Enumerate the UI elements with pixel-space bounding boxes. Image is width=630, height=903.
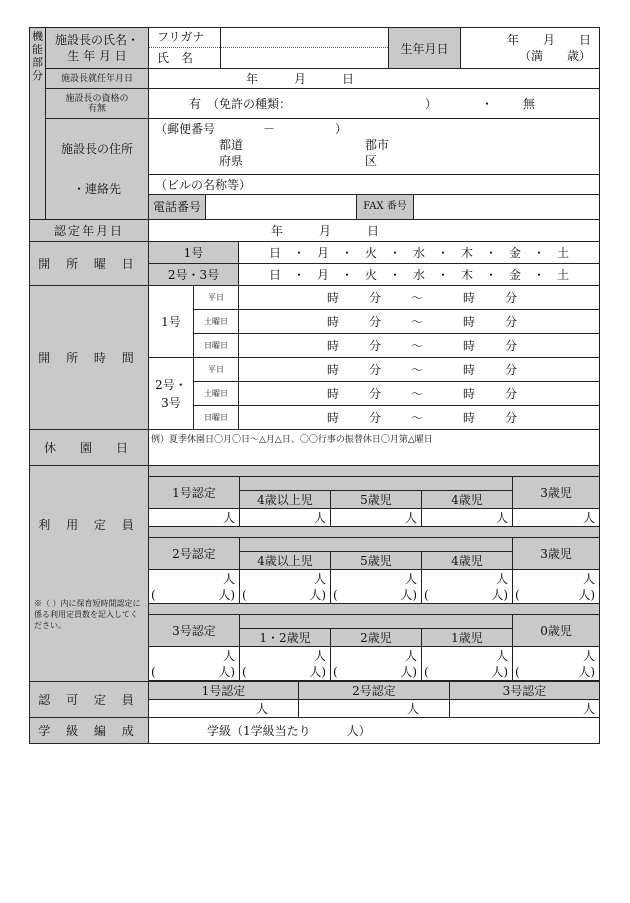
certified-date-label: 認定年月日 [30,220,149,242]
open-days-type-2: 2号・3号 [149,264,239,286]
approved-cell-2[interactable]: 人 [299,699,450,717]
hours-row[interactable] [239,382,600,406]
hour-mark: 時 [463,315,476,329]
hours-row[interactable] [239,406,600,430]
cap-short-time [149,587,239,603]
qualification-value[interactable]: 有 （免許の種類： ） ・ 無 [149,89,600,119]
minute-mark: 分 [505,363,518,377]
director-name-input[interactable] [221,28,389,69]
paren-open: ( [333,587,338,602]
paren-open: ( [333,664,338,679]
minute-mark: 分 [369,387,382,401]
open-hours-type-1: 1号 [149,286,194,358]
approved-label: 認 可 定 員 [30,681,149,717]
cap-block2-col-d: 3歳児 [513,538,600,570]
holiday-example[interactable]: 例）夏季休園日〇月〇日～△月△日、〇〇行事の振替休日〇月第△曜日 [149,430,600,466]
cap-cell[interactable]: 人 [240,509,331,527]
cap-cell[interactable]: 人 [149,509,240,527]
hours-day-saturday: 土曜日 [194,310,239,334]
paren-open: ( [424,664,429,679]
tel-input[interactable] [206,195,357,219]
cap-total: 人 [313,571,326,586]
address-label: 施設長の住所 ・連絡先 [46,119,149,220]
minute-mark: 分 [505,411,518,425]
fax-label: FAX 番号 [357,195,414,219]
furigana-name-labels: フリガナ 氏 名 [149,28,221,69]
cap-block1-col-c: 4歳児 [422,491,513,509]
cap-short-time [149,664,239,680]
cap-short-time [331,664,421,680]
paren-open: ( [242,587,247,602]
approved-table [29,681,600,744]
cap-short-time [422,664,512,680]
tilde-mark: ～ [411,315,424,329]
cap-total: 人 [495,648,508,663]
minute-mark: 分 [505,339,518,353]
appointed-value[interactable]: 年 月 日 [149,69,600,89]
capacity-table [29,465,600,682]
approved-cell-3[interactable]: 人 [450,699,600,717]
cap-dual-cell[interactable] [240,570,331,604]
hour-mark: 時 [463,291,476,305]
facility-form [29,27,599,744]
capacity-note: ※（ ）内に保育短時間認定に係る利用定員数を記入してください。 [34,599,141,630]
cap-total: 人 [495,571,508,586]
cap-block1-title: 1号認定 [149,477,240,509]
fax-input[interactable] [414,195,599,219]
paren-open: ( [515,664,520,679]
cap-dual-cell[interactable] [422,570,513,604]
minute-mark: 分 [369,315,382,329]
hours-day-sunday: 日曜日 [194,406,239,430]
cap-total: 人 [313,648,326,663]
cap-block1-col-a: 4歳以上児 [240,491,331,509]
paren-close: 人) [400,664,417,679]
cap-total: 人 [222,648,235,663]
cap-block3-col-d: 0歳児 [513,615,600,647]
section-side-label: 機能部分 [30,28,46,220]
capacity-label: 利 用 定 員 [38,518,140,532]
approved-col-1: 1号認定 [149,681,299,699]
hour-mark: 時 [463,363,476,377]
director-table [29,27,600,220]
paren-close: 人) [578,664,596,679]
hours-day-saturday: 土曜日 [194,382,239,406]
minute-mark: 分 [505,315,518,329]
hours-row[interactable] [239,310,600,334]
cap-short-time [513,664,599,680]
tilde-mark: ～ [411,291,424,305]
open-hours-type-2: 2号・3号 [149,358,194,430]
approved-col-3: 3号認定 [450,681,600,699]
open-days-values-2[interactable]: 日 ・ 月 ・ 火 ・ 水 ・ 木 ・ 金 ・ 土 [239,264,600,286]
cap-dual-cell[interactable] [513,570,600,604]
cap-total: 人 [404,648,417,663]
cap-dual-cell[interactable] [331,570,422,604]
paren-close: 人) [309,664,326,679]
cap-total: 人 [404,571,417,586]
classes-value[interactable]: 学級（1学級当たり 人） [149,717,600,743]
cap-short-time [513,587,599,603]
hours-row[interactable] [239,334,600,358]
operation-table [29,219,600,466]
cap-block3-col-a: 1・2歳児 [240,629,331,647]
cap-dual-cell[interactable] [331,647,422,681]
building-field[interactable]: （ビルの名称等） [149,175,600,195]
capacity-label-cell [30,466,149,682]
cap-dual-cell[interactable] [513,647,600,681]
minute-mark: 分 [369,363,382,377]
cap-short-time [331,587,421,603]
hour-mark: 時 [463,411,476,425]
cap-block2-col-c: 4歳児 [422,552,513,570]
cap-block2-col-a: 4歳以上児 [240,552,331,570]
cap-total: 人 [583,571,596,586]
tilde-mark: ～ [411,339,424,353]
paren-close: 人) [309,587,326,602]
paren-close: 人) [491,664,508,679]
hour-mark: 時 [463,339,476,353]
open-days-values-1[interactable]: 日 ・ 月 ・ 火 ・ 水 ・ 木 ・ 金 ・ 土 [239,242,600,264]
hours-day-sunday: 日曜日 [194,334,239,358]
cap-cell[interactable]: 人 [331,509,422,527]
open-days-type-1: 1号 [149,242,239,264]
hours-day-weekday: 平日 [194,286,239,310]
dob-label: 生年月日 [389,28,461,69]
cap-short-time [422,587,512,603]
cap-cell[interactable]: 人 [513,509,600,527]
hour-mark: 時 [327,291,340,305]
cap-dual-cell[interactable] [240,647,331,681]
minute-mark: 分 [369,339,382,353]
cap-total: 人 [583,648,596,663]
certified-date-value[interactable]: 年 月 日 [149,220,600,242]
open-days-label: 開 所 曜 日 [30,242,149,286]
minute-mark: 分 [369,291,382,305]
paren-close: 人) [491,587,508,602]
cap-block1-col-b: 5歳児 [331,491,422,509]
postal-area[interactable]: （郵便番号 － ） 都道 郡市 府県 区 [149,119,600,175]
paren-close: 人) [218,587,235,602]
hour-mark: 時 [463,387,476,401]
qualification-label: 施設長の資格の有無 [46,89,149,119]
open-hours-label: 開 所 時 間 [30,286,149,430]
hour-mark: 時 [327,387,340,401]
paren-close: 人) [400,587,417,602]
hour-mark: 時 [327,315,340,329]
paren-open: ( [151,664,156,679]
paren-open: ( [515,587,520,602]
hours-row[interactable] [239,358,600,382]
phone-fax-row [149,195,600,220]
cap-block2-col-b: 5歳児 [331,552,422,570]
minute-mark: 分 [505,291,518,305]
approved-cell-1[interactable]: 人 [149,699,299,717]
approved-col-2: 2号認定 [299,681,450,699]
cap-short-time [240,664,330,680]
cap-block2-title: 2号認定 [149,538,240,570]
appointed-label: 施設長就任年月日 [46,69,149,89]
paren-close: 人) [578,587,596,602]
paren-open: ( [424,587,429,602]
minute-mark: 分 [369,411,382,425]
classes-label: 学 級 編 成 [30,717,149,743]
cap-block3-col-c: 1歳児 [422,629,513,647]
paren-open: ( [151,587,156,602]
minute-mark: 分 [505,387,518,401]
hours-day-weekday: 平日 [194,358,239,382]
cap-cell[interactable]: 人 [422,509,513,527]
dob-value[interactable]: 年 月 日 （満 歳） [461,28,600,69]
hour-mark: 時 [327,411,340,425]
tel-label: 電話番号 [149,195,206,219]
director-name-dob-label: 施設長の氏名・ 生 年 月 日 [46,28,149,69]
paren-close: 人) [218,664,235,679]
tilde-mark: ～ [411,387,424,401]
cap-dual-cell[interactable] [149,647,240,681]
cap-short-time [240,587,330,603]
hour-mark: 時 [327,339,340,353]
cap-total: 人 [222,571,235,586]
paren-open: ( [242,664,247,679]
cap-block1-col-d: 3歳児 [513,477,600,509]
tilde-mark: ～ [411,411,424,425]
tilde-mark: ～ [411,363,424,377]
cap-block3-title: 3号認定 [149,615,240,647]
cap-block3-col-b: 2歳児 [331,629,422,647]
hour-mark: 時 [327,363,340,377]
hours-row[interactable] [239,286,600,310]
cap-dual-cell[interactable] [422,647,513,681]
holiday-label: 休 園 日 [30,430,149,466]
cap-dual-cell[interactable] [149,570,240,604]
